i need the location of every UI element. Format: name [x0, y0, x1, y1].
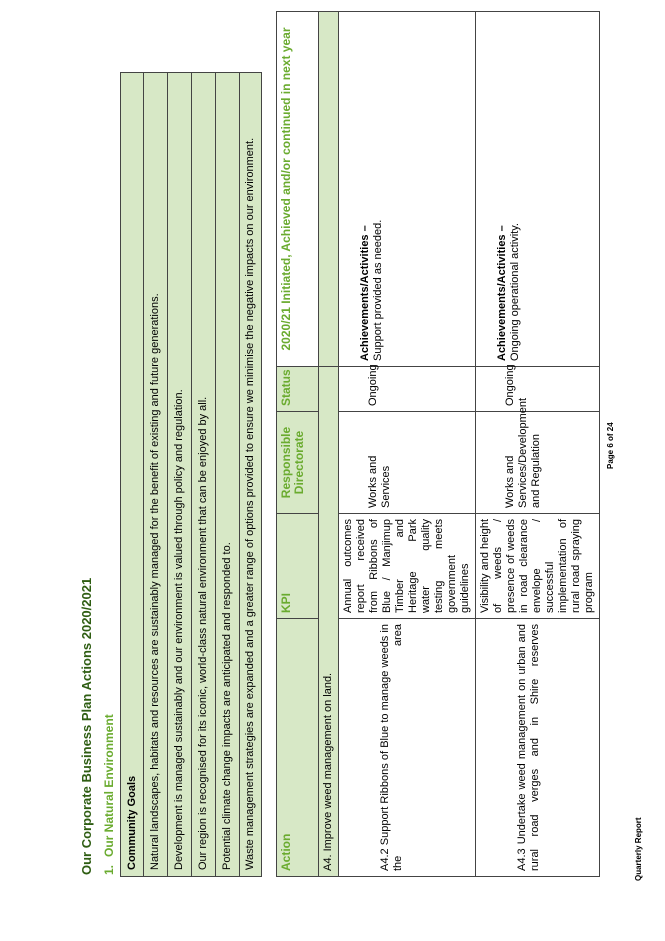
table-row: [339, 12, 476, 877]
community-goal-3: Our region is recognised for its iconic, world-class natural environment that can be enjoyed by all.: [192, 73, 216, 877]
group-row: [319, 12, 339, 877]
achievement-text: Support provided as needed.: [372, 219, 384, 361]
row-action: A4.3 Undertake weed management on urban and rural road verges and in Shire reserves: [476, 619, 600, 877]
group-title: A4. Improve weed management on land.: [319, 367, 339, 877]
row-action: A4.2 Support Ribbons of Blue to manage weeds in the area: [339, 619, 476, 877]
header-directorate: Responsible Directorate: [277, 412, 319, 514]
header-action: Action: [277, 619, 319, 877]
community-goal-2: Development is managed sustainably and our environment is valued through policy and regulation.: [168, 73, 192, 877]
row-status: Ongoing: [339, 367, 476, 412]
section-number: 1.: [102, 864, 116, 875]
section-title: Our Natural Environment: [102, 714, 116, 857]
community-goal-4: Potential climate change impacts are anticipated and responded to.: [216, 73, 240, 877]
group-spacer: [319, 12, 339, 367]
row-kpi: Visibility and height of weeds / presence of weeds in road clearance envelope / successful implementation of rural road spraying program: [476, 514, 600, 619]
row-directorate: Works and Services: [339, 412, 476, 514]
table-row: [476, 12, 600, 877]
header-kpi: KPI: [277, 514, 319, 619]
row-kpi: Annual outcomes report received from Ribbons of Blue / Manjimup Timber and Heritage Park water quality testing meets government guidelines: [339, 514, 476, 619]
community-goal-1: Natural landscapes, habitats and resources are sustainably managed for the benefit of existing and future generations.: [144, 73, 168, 877]
community-goals-table: [120, 72, 262, 877]
row-progress: [339, 12, 476, 367]
actions-table: [276, 11, 600, 877]
row-status: Ongoing: [476, 367, 600, 412]
row-progress: [476, 12, 600, 367]
community-goals-heading: Community Goals: [121, 73, 144, 877]
header-progress: 2020/21 Initiated, Achieved and/or continued in next year: [277, 12, 319, 367]
achievement-title: Achievements/Activities –: [359, 225, 371, 361]
header-status: Status: [277, 367, 319, 412]
achievement-text: Ongoing operational activity.: [509, 223, 521, 361]
actions-header-row: [277, 12, 319, 877]
community-goal-5: Waste management strategies are expanded and a greater range of options provided to ensure we minimise the negative impacts on our environment.: [240, 73, 262, 877]
footer-page-number: Page 6 of 24: [606, 422, 615, 469]
document-title: Our Corporate Business Plan Actions 2020/2021: [79, 577, 94, 875]
achievement-title: Achievements/Activities –: [496, 225, 508, 361]
section-heading: [102, 714, 116, 875]
row-directorate: Works and Services/Development and Regulation: [476, 412, 600, 514]
footer-report-label: Quarterly Report: [634, 817, 643, 881]
